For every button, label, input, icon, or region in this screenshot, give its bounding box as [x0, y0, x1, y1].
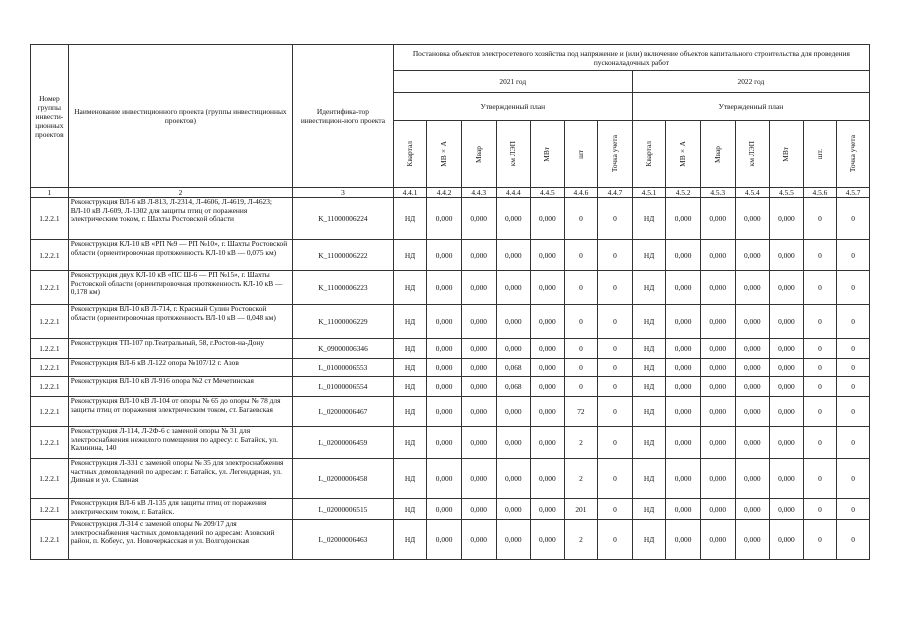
value-cell: 0 [598, 459, 633, 499]
value-cell: 0 [598, 339, 633, 359]
value-cell: 0 [598, 198, 633, 240]
value-cell: 0,000 [666, 271, 701, 305]
value-cell: НД [393, 339, 427, 359]
column-index-cell: 1 [31, 188, 69, 198]
project-name-cell: Реконструкция ВЛ-10 кВ Л-104 от опоры № 65 до опоры № 78 для защиты птиц от поражения электрическим током, ст. Багаевская [68, 397, 292, 427]
value-cell: 0,000 [461, 427, 496, 459]
value-cell: 0 [837, 198, 870, 240]
column-index-cell: 4.5.5 [770, 188, 804, 198]
group-number-cell: 1.2.2.1 [31, 459, 69, 499]
project-id-cell: K_11000006224 [293, 198, 394, 240]
value-cell: 0 [803, 198, 837, 240]
value-cell: 72 [564, 397, 598, 427]
value-cell: 0 [598, 427, 633, 459]
value-cell: 0,000 [496, 305, 531, 339]
project-name-cell: Реконструкция ВЛ-10 кВ Л-916 опора №2 ст Мечетинская [68, 377, 292, 397]
value-cell: 0,000 [461, 377, 496, 397]
value-cell: 0,000 [666, 397, 701, 427]
col-mw-2021: МВт [531, 121, 565, 188]
value-cell: 0,000 [666, 198, 701, 240]
value-cell: 0,000 [700, 198, 735, 240]
value-cell: 0 [803, 397, 837, 427]
value-cell: 0,000 [427, 397, 462, 427]
value-cell: НД [632, 377, 666, 397]
col-pcs-2022: шт. [803, 121, 837, 188]
value-cell: 0,068 [496, 377, 531, 397]
table-body [31, 188, 870, 560]
column-index-cell: 4.4.7 [598, 188, 633, 198]
value-cell: 0,000 [700, 359, 735, 377]
value-cell: 0,000 [531, 397, 565, 427]
project-name-cell: Реконструкция ВЛ-6 кВ Л-813, Л-2314, Л-4606, Л-4619, Л-4623; ВЛ-10 кВ Л-609, Л-1302 для защиты птиц от поражения электрическим током, г. Шахты Ростовской области [68, 198, 292, 240]
col-mw-2022: МВт [770, 121, 804, 188]
value-cell: 0,000 [496, 198, 531, 240]
value-cell: 0 [803, 520, 837, 560]
header-year-2022: 2022 год [632, 71, 869, 93]
value-cell: 2 [564, 427, 598, 459]
value-cell: 0,000 [770, 240, 804, 271]
project-name-cell: Реконструкция ТП-107 пр.Театральный, 58, г.Ростов-на-Дону [68, 339, 292, 359]
column-index-cell: 3 [293, 188, 394, 198]
value-cell: 0,000 [531, 339, 565, 359]
value-cell: 0,000 [496, 240, 531, 271]
value-cell: 0,000 [461, 499, 496, 520]
col-mva-2021: МВ×А [427, 121, 462, 188]
value-cell: 0 [564, 271, 598, 305]
group-number-cell: 1.2.2.1 [31, 271, 69, 305]
value-cell: 0,000 [531, 198, 565, 240]
value-cell: НД [632, 305, 666, 339]
project-id-cell: L_01000006553 [293, 359, 394, 377]
value-cell: 0,000 [531, 377, 565, 397]
value-cell: НД [632, 271, 666, 305]
value-cell: 0,000 [770, 305, 804, 339]
value-cell: НД [632, 459, 666, 499]
value-cell: 0,000 [735, 305, 770, 339]
column-index-cell: 4.5.4 [735, 188, 770, 198]
project-id-cell: K_11000006222 [293, 240, 394, 271]
value-cell: 0 [803, 305, 837, 339]
value-cell: 0,000 [531, 520, 565, 560]
value-cell: 0,000 [735, 520, 770, 560]
value-cell: 0 [598, 359, 633, 377]
value-cell: 0,000 [735, 271, 770, 305]
value-cell: 0,000 [770, 520, 804, 560]
table-row [31, 427, 870, 459]
value-cell: 0,000 [735, 377, 770, 397]
value-cell: 0 [598, 305, 633, 339]
value-cell: 0,000 [427, 339, 462, 359]
value-cell: 0,000 [531, 271, 565, 305]
header-project-name: Наименование инвестиционного проекта (группы инвестиционных проектов) [68, 45, 292, 188]
value-cell: 0 [803, 359, 837, 377]
group-number-cell: 1.2.2.1 [31, 520, 69, 560]
value-cell: НД [632, 520, 666, 560]
header-group-no: Номер группы инвести-ционных проектов [31, 45, 69, 188]
value-cell: НД [632, 397, 666, 427]
group-number-cell: 1.2.2.1 [31, 499, 69, 520]
project-name-cell: Реконструкция Л-331 с заменой опоры № 35 для электроснабжения частных домовладений по адресам: г. Батайск, ул. Легендарная, ул. Дивная и ул. Славная [68, 459, 292, 499]
column-index-cell: 4.5.2 [666, 188, 701, 198]
value-cell: 0,000 [496, 499, 531, 520]
value-cell: НД [632, 359, 666, 377]
group-number-cell: 1.2.2.1 [31, 339, 69, 359]
table-row [31, 397, 870, 427]
group-number-cell: 1.2.2.1 [31, 397, 69, 427]
value-cell: 0,000 [427, 240, 462, 271]
document-page [30, 44, 870, 560]
project-id-cell: L_02000006463 [293, 520, 394, 560]
value-cell: 0,000 [770, 271, 804, 305]
table-row [31, 271, 870, 305]
column-index-cell: 4.5.3 [700, 188, 735, 198]
value-cell: НД [393, 305, 427, 339]
value-cell: 0,000 [735, 339, 770, 359]
project-name-cell: Реконструкция КЛ-10 кВ «РП №9 — РП №10», г. Шахты Ростовской области (ориентировочная протяженность КЛ-10 кВ — 0,075 км) [68, 240, 292, 271]
value-cell: 0,000 [666, 520, 701, 560]
value-cell: 0,000 [496, 427, 531, 459]
value-cell: 0 [598, 397, 633, 427]
value-cell: 0,000 [735, 427, 770, 459]
value-cell: 0,000 [666, 459, 701, 499]
value-cell: 0,000 [427, 459, 462, 499]
value-cell: 0 [598, 520, 633, 560]
value-cell: 0 [564, 359, 598, 377]
value-cell: 0 [598, 240, 633, 271]
value-cell: 0,000 [531, 359, 565, 377]
table-row [31, 240, 870, 271]
value-cell: 0,000 [700, 240, 735, 271]
header-year-2021: 2021 год [393, 71, 632, 93]
header-plan-2022: Утвержденный план [632, 93, 869, 121]
column-index-cell: 4.4.6 [564, 188, 598, 198]
column-index-cell: 2 [68, 188, 292, 198]
value-cell: 0,000 [770, 359, 804, 377]
value-cell: 0,000 [427, 427, 462, 459]
value-cell: 0,000 [666, 339, 701, 359]
value-cell: 0 [837, 359, 870, 377]
project-id-cell: L_02000006515 [293, 499, 394, 520]
value-cell: 0 [837, 427, 870, 459]
value-cell: 0,000 [461, 240, 496, 271]
project-name-cell: Реконструкция Л-314 с заменой опоры № 209/17 для электроснабжения частных домовладений по адресам: Азовский район, п. Кобеус, ул. Новочеркасская и ул. Волгодонская [68, 520, 292, 560]
group-number-cell: 1.2.2.1 [31, 240, 69, 271]
column-index-cell: 4.4.5 [531, 188, 565, 198]
project-name-cell: Реконструкция Л-114, Л-2Ф-6 с заменой опоры № 31 для электроснабжения нежилого помещения по адресу: г. Батайск, ул. Калинина, 140 [68, 427, 292, 459]
value-cell: 0 [837, 339, 870, 359]
column-index-row [31, 188, 870, 198]
project-name-cell: Реконструкция ВЛ-6 кВ Л-122 опора №107/12 г. Азов [68, 359, 292, 377]
value-cell: НД [632, 240, 666, 271]
value-cell: 0,000 [700, 459, 735, 499]
column-index-cell: 4.4.3 [461, 188, 496, 198]
value-cell: 0,000 [461, 459, 496, 499]
value-cell: 0,000 [461, 359, 496, 377]
value-cell: 0,000 [427, 520, 462, 560]
value-cell: 0,000 [461, 397, 496, 427]
value-cell: 0,000 [700, 397, 735, 427]
value-cell: 0,000 [427, 359, 462, 377]
table-row [31, 520, 870, 560]
col-quarter-2021: Квартал [393, 121, 427, 188]
value-cell: 0 [837, 305, 870, 339]
table-row [31, 459, 870, 499]
value-cell: 0,000 [666, 499, 701, 520]
value-cell: 0 [837, 271, 870, 305]
value-cell: НД [393, 377, 427, 397]
group-number-cell: 1.2.2.1 [31, 427, 69, 459]
value-cell: 0,000 [531, 305, 565, 339]
value-cell: 0 [598, 271, 633, 305]
value-cell: НД [632, 198, 666, 240]
table-row [31, 359, 870, 377]
value-cell: 0,000 [735, 459, 770, 499]
value-cell: 0 [837, 397, 870, 427]
column-index-cell: 4.4.4 [496, 188, 531, 198]
table-row [31, 198, 870, 240]
value-cell: 0,000 [735, 240, 770, 271]
value-cell: НД [393, 198, 427, 240]
table-row [31, 305, 870, 339]
table-row [31, 499, 870, 520]
value-cell: 0,000 [666, 359, 701, 377]
group-number-cell: 1.2.2.1 [31, 305, 69, 339]
value-cell: 0,000 [496, 459, 531, 499]
value-cell: НД [632, 339, 666, 359]
value-cell: 0,000 [770, 377, 804, 397]
value-cell: 0,000 [461, 271, 496, 305]
value-cell: 0,000 [735, 359, 770, 377]
value-cell: 0,000 [496, 397, 531, 427]
value-cell: 0,000 [666, 240, 701, 271]
col-km-2021: км ЛЭП [496, 121, 531, 188]
value-cell: 0,068 [496, 359, 531, 377]
col-point-2021: Точка учета [598, 121, 633, 188]
value-cell: 0,000 [770, 198, 804, 240]
value-cell: 0 [803, 377, 837, 397]
value-cell: 0,000 [531, 459, 565, 499]
column-index-cell: 4.5.1 [632, 188, 666, 198]
col-mvar-2021: Мвар [461, 121, 496, 188]
col-pcs-2021: шт [564, 121, 598, 188]
project-id-cell: K_09000006346 [293, 339, 394, 359]
col-point-2022: Точка учета [837, 121, 870, 188]
value-cell: 0 [837, 520, 870, 560]
header-plan-2021: Утвержденный план [393, 93, 632, 121]
project-id-cell: L_02000006458 [293, 459, 394, 499]
value-cell: НД [632, 427, 666, 459]
value-cell: 0,000 [770, 427, 804, 459]
value-cell: 0,000 [700, 499, 735, 520]
value-cell: 0 [598, 499, 633, 520]
value-cell: 0,000 [700, 271, 735, 305]
value-cell: 0,000 [700, 339, 735, 359]
value-cell: 0 [564, 240, 598, 271]
value-cell: 0 [803, 271, 837, 305]
value-cell: 0,000 [496, 339, 531, 359]
value-cell: 0,000 [666, 427, 701, 459]
project-id-cell: K_11000006229 [293, 305, 394, 339]
value-cell: 0 [837, 377, 870, 397]
project-name-cell: Реконструкция ВЛ-6 кВ Л-135 для защиты птиц от поражения электрическим током, г. Батайск. [68, 499, 292, 520]
value-cell: НД [393, 359, 427, 377]
project-id-cell: L_02000006459 [293, 427, 394, 459]
col-quarter-2022: Квартал [632, 121, 666, 188]
value-cell: НД [393, 271, 427, 305]
value-cell: 0 [803, 339, 837, 359]
project-id-cell: K_11000006223 [293, 271, 394, 305]
value-cell: 0,000 [427, 305, 462, 339]
project-name-cell: Реконструкция двух КЛ-10 кВ «ПС Ш-6 — РП №15», г. Шахты Ростовской области (ориентировочная протяженность КЛ-10 кВ — 0,178 км) [68, 271, 292, 305]
value-cell: 0 [803, 240, 837, 271]
col-mvar-2022: Мвар [700, 121, 735, 188]
value-cell: НД [632, 499, 666, 520]
value-cell: 0,000 [770, 339, 804, 359]
value-cell: 0,000 [427, 377, 462, 397]
investment-table [30, 44, 870, 560]
column-index-cell: 4.4.1 [393, 188, 427, 198]
column-index-cell: 4.4.2 [427, 188, 462, 198]
value-cell: 0,000 [735, 198, 770, 240]
value-cell: 0,000 [770, 459, 804, 499]
table-row [31, 377, 870, 397]
value-cell: 0,000 [531, 427, 565, 459]
value-cell: 0 [564, 305, 598, 339]
value-cell: 0 [564, 198, 598, 240]
project-id-cell: L_01000006554 [293, 377, 394, 397]
col-mva-2022: МВ×А [666, 121, 701, 188]
value-cell: 0,000 [666, 377, 701, 397]
value-cell: 0,000 [700, 377, 735, 397]
value-cell: 0 [564, 377, 598, 397]
value-cell: 0 [837, 499, 870, 520]
value-cell: 0,000 [700, 520, 735, 560]
value-cell: 2 [564, 459, 598, 499]
project-name-cell: Реконструкция ВЛ-10 кВ Л-714, г. Красный Сулин Ростовской области (ориентировочная протяженность ВЛ-10 кВ — 0,048 км) [68, 305, 292, 339]
value-cell: 0 [837, 240, 870, 271]
value-cell: НД [393, 520, 427, 560]
col-km-2022: км ЛЭП [735, 121, 770, 188]
value-cell: 0,000 [735, 499, 770, 520]
project-id-cell: L_02000006467 [293, 397, 394, 427]
group-number-cell: 1.2.2.1 [31, 377, 69, 397]
value-cell: 0,000 [496, 520, 531, 560]
value-cell: 0,000 [427, 198, 462, 240]
header-setting: Постановка объектов электросетевого хозяйства под напряжение и (или) включение объектов капитального строительства для проведения пусконаладочных работ [393, 45, 869, 71]
value-cell: 0,000 [770, 499, 804, 520]
value-cell: 0 [564, 339, 598, 359]
value-cell: 0,000 [461, 305, 496, 339]
value-cell: 0 [598, 377, 633, 397]
value-cell: НД [393, 499, 427, 520]
value-cell: НД [393, 240, 427, 271]
header-project-id: Идентифика-тор инвестицион-ного проекта [293, 45, 394, 188]
value-cell: 201 [564, 499, 598, 520]
value-cell: 0,000 [496, 271, 531, 305]
value-cell: 0,000 [531, 499, 565, 520]
value-cell: 0 [837, 459, 870, 499]
value-cell: 0,000 [700, 305, 735, 339]
value-cell: 0 [803, 459, 837, 499]
value-cell: 0,000 [666, 305, 701, 339]
column-index-cell: 4.5.7 [837, 188, 870, 198]
value-cell: 0 [803, 427, 837, 459]
value-cell: 0,000 [700, 427, 735, 459]
value-cell: НД [393, 397, 427, 427]
value-cell: 0,000 [427, 499, 462, 520]
value-cell: 0,000 [461, 198, 496, 240]
value-cell: 2 [564, 520, 598, 560]
table-row [31, 339, 870, 359]
value-cell: НД [393, 459, 427, 499]
value-cell: 0 [803, 499, 837, 520]
value-cell: 0,000 [735, 397, 770, 427]
value-cell: 0,000 [770, 397, 804, 427]
group-number-cell: 1.2.2.1 [31, 198, 69, 240]
column-index-cell: 4.5.6 [803, 188, 837, 198]
value-cell: 0,000 [461, 339, 496, 359]
group-number-cell: 1.2.2.1 [31, 359, 69, 377]
value-cell: 0,000 [461, 520, 496, 560]
value-cell: 0,000 [531, 240, 565, 271]
value-cell: НД [393, 427, 427, 459]
value-cell: 0,000 [427, 271, 462, 305]
